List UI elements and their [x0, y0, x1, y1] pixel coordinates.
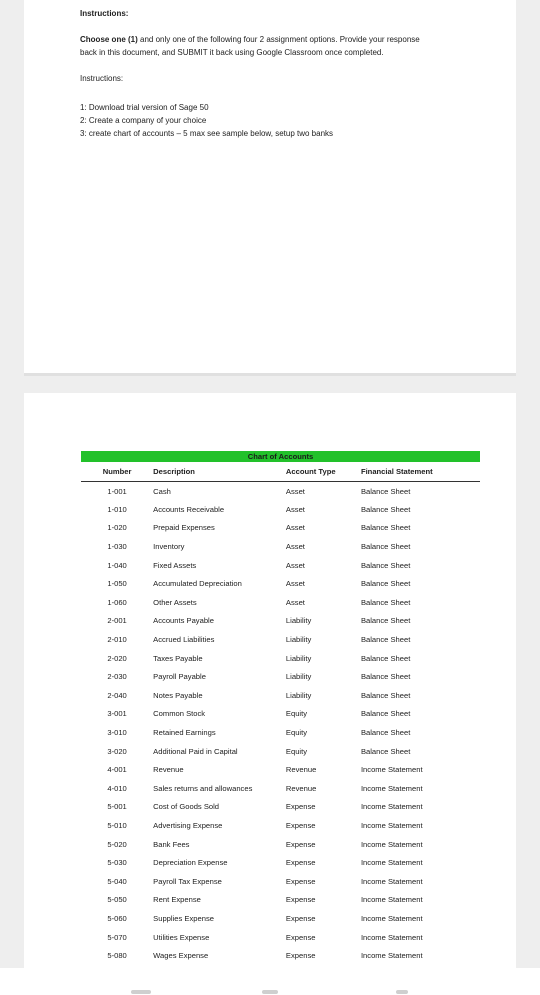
cell-description: Inventory: [153, 542, 185, 552]
table-row: [81, 482, 480, 501]
cell-account-type: Expense: [285, 913, 316, 923]
table-row: [81, 537, 480, 556]
choose-one-bold: Choose one (1): [80, 35, 138, 44]
cell-number: 5-070: [107, 932, 127, 942]
cell-account-type: Asset: [285, 597, 305, 607]
cell-account-type: Asset: [285, 542, 305, 552]
cell-description: Wages Expense: [153, 951, 209, 961]
cell-account-type: Expense: [285, 802, 316, 812]
table-row: [81, 928, 480, 947]
cell-financial-statement: Income Statement: [360, 820, 423, 830]
table-row: [81, 556, 480, 575]
cell-financial-statement: Income Statement: [360, 895, 423, 905]
table-row: [81, 816, 480, 835]
cell-financial-statement: Income Statement: [360, 858, 423, 868]
chart-of-accounts-table: [81, 451, 480, 965]
cell-description: Sales returns and allowances: [153, 783, 253, 793]
table-row: [81, 909, 480, 928]
cell-description: Fixed Assets: [153, 560, 197, 570]
cell-number: 2-030: [107, 672, 127, 682]
cell-number: 5-050: [107, 895, 127, 905]
table-row: [81, 723, 480, 742]
cell-financial-statement: Balance Sheet: [360, 542, 411, 552]
step-2: 2: Create a company of your choice: [80, 116, 207, 125]
cell-account-type: Expense: [285, 932, 316, 942]
document-page-1: [24, 0, 516, 373]
cell-financial-statement: Balance Sheet: [360, 579, 411, 589]
cell-number: 2-040: [107, 690, 127, 700]
cell-financial-statement: Income Statement: [360, 839, 423, 849]
choose-line-1: [80, 33, 420, 46]
cell-number: 3-010: [107, 728, 127, 738]
cell-description: Taxes Payable: [153, 653, 203, 663]
cell-account-type: Equity: [285, 709, 308, 719]
cell-description: Advertising Expense: [153, 820, 223, 830]
cell-description: Cost of Goods Sold: [153, 802, 220, 812]
cell-financial-statement: Balance Sheet: [360, 728, 411, 738]
table-row: [81, 500, 480, 519]
cell-financial-statement: Income Statement: [360, 932, 423, 942]
cell-number: 3-020: [107, 746, 127, 756]
cell-number: 5-080: [107, 951, 127, 961]
step-1: 1: Download trial version of Sage 50: [80, 103, 209, 112]
step-3: 3: create chart of accounts – 5 max see sample below, setup two banks: [80, 129, 334, 138]
instructions-label: Instructions:: [80, 74, 124, 83]
table-row: [81, 946, 480, 965]
document-page-2: [24, 393, 516, 968]
cell-financial-statement: Balance Sheet: [360, 616, 411, 626]
cell-number: 4-001: [107, 765, 127, 775]
cell-financial-statement: Balance Sheet: [360, 486, 411, 496]
choose-line-1-rest: and only one of the following four 2 assignment options. Provide your response: [137, 35, 420, 44]
table-row: [81, 667, 480, 686]
cell-number: 5-020: [107, 839, 127, 849]
table-body: [81, 482, 480, 965]
page-shadow: [24, 373, 516, 376]
cell-number: 5-060: [107, 913, 127, 923]
cell-number: 4-010: [107, 783, 127, 793]
back-button[interactable]: [396, 990, 408, 994]
cell-financial-statement: Income Statement: [360, 951, 423, 961]
table-row: [81, 630, 480, 649]
cell-financial-statement: Balance Sheet: [360, 672, 411, 682]
cell-description: Cash: [153, 486, 171, 496]
cell-account-type: Equity: [285, 746, 308, 756]
cell-account-type: Liability: [285, 653, 312, 663]
cell-financial-statement: Income Statement: [360, 783, 423, 793]
cell-financial-statement: Balance Sheet: [360, 709, 411, 719]
cell-account-type: Asset: [285, 560, 305, 570]
table-title: Chart of Accounts: [81, 451, 480, 462]
home-button[interactable]: [262, 990, 278, 994]
cell-account-type: Liability: [285, 690, 312, 700]
cell-description: Depreciation Expense: [153, 858, 228, 868]
cell-financial-statement: Balance Sheet: [360, 504, 411, 514]
cell-description: Accounts Payable: [153, 616, 214, 626]
cell-number: 1-060: [107, 597, 127, 607]
column-header-account-type: Account Type: [282, 462, 359, 482]
table-row: [81, 612, 480, 631]
cell-financial-statement: Balance Sheet: [360, 597, 411, 607]
cell-financial-statement: Income Statement: [360, 876, 423, 886]
column-header-description: Description: [153, 462, 282, 482]
cell-financial-statement: Income Statement: [360, 913, 423, 923]
cell-description: Payroll Tax Expense: [153, 876, 222, 886]
cell-account-type: Expense: [285, 839, 316, 849]
cell-financial-statement: Balance Sheet: [360, 690, 411, 700]
cell-financial-statement: Income Statement: [360, 802, 423, 812]
cell-description: Supplies Expense: [153, 913, 214, 923]
cell-financial-statement: Balance Sheet: [360, 560, 411, 570]
cell-number: 5-010: [107, 820, 127, 830]
column-header-number: Number: [81, 462, 153, 482]
cell-account-type: Expense: [285, 858, 316, 868]
table-row: [81, 835, 480, 854]
table-row: [81, 872, 480, 891]
cell-number: 5-001: [107, 802, 127, 812]
table-row: [81, 760, 480, 779]
table-row: [81, 779, 480, 798]
table-row: [81, 686, 480, 705]
cell-description: Prepaid Expenses: [153, 523, 215, 533]
cell-description: Accumulated Depreciation: [153, 579, 242, 589]
cell-number: 1-030: [107, 542, 127, 552]
cell-account-type: Expense: [285, 876, 316, 886]
cell-description: Notes Payable: [153, 690, 203, 700]
cell-account-type: Asset: [285, 504, 305, 514]
cell-number: 5-030: [107, 858, 127, 868]
cell-description: Revenue: [153, 765, 184, 775]
cell-description: Additional Paid in Capital: [153, 746, 238, 756]
recents-button[interactable]: [131, 990, 151, 994]
cell-description: Accrued Liabilities: [153, 635, 215, 645]
cell-description: Retained Earnings: [153, 728, 216, 738]
cell-financial-statement: Balance Sheet: [360, 653, 411, 663]
cell-financial-statement: Balance Sheet: [360, 523, 411, 533]
cell-account-type: Liability: [285, 672, 312, 682]
cell-description: Other Assets: [153, 597, 197, 607]
cell-description: Payroll Payable: [153, 672, 206, 682]
table-row: [81, 649, 480, 668]
cell-account-type: Expense: [285, 951, 316, 961]
cell-number: 1-050: [107, 579, 127, 589]
cell-financial-statement: Balance Sheet: [360, 746, 411, 756]
cell-number: 1-001: [107, 486, 127, 496]
table-row: [81, 519, 480, 538]
cell-account-type: Liability: [285, 616, 312, 626]
cell-financial-statement: Income Statement: [360, 765, 423, 775]
cell-account-type: Expense: [285, 895, 316, 905]
cell-description: Rent Expense: [153, 895, 201, 905]
cell-account-type: Revenue: [285, 783, 317, 793]
table-row: [81, 853, 480, 872]
cell-account-type: Asset: [285, 523, 305, 533]
cell-number: 1-040: [107, 560, 127, 570]
cell-description: Accounts Receivable: [153, 504, 225, 514]
cell-account-type: Liability: [285, 635, 312, 645]
android-navigation-bar: [0, 968, 540, 995]
cell-description: Bank Fees: [153, 839, 190, 849]
table-row: [81, 593, 480, 612]
cell-account-type: Equity: [285, 728, 308, 738]
table-row: [81, 798, 480, 817]
cell-account-type: Asset: [285, 486, 305, 496]
cell-number: 3-001: [107, 709, 127, 719]
table-row: [81, 705, 480, 724]
table-row: [81, 891, 480, 910]
cell-number: 2-010: [107, 635, 127, 645]
cell-account-type: Asset: [285, 579, 305, 589]
cell-account-type: Revenue: [285, 765, 317, 775]
cell-financial-statement: Balance Sheet: [360, 635, 411, 645]
table-row: [81, 742, 480, 761]
choose-line-2: back in this document, and SUBMIT it back using Google Classroom once completed.: [80, 48, 384, 57]
cell-account-type: Expense: [285, 820, 316, 830]
table-row: [81, 574, 480, 593]
cell-number: 5-040: [107, 876, 127, 886]
instructions-heading: Instructions:: [80, 9, 129, 18]
column-header-financial-statement: Financial Statement: [359, 462, 480, 482]
cell-number: 1-020: [107, 523, 127, 533]
cell-number: 1-010: [107, 504, 127, 514]
cell-number: 2-020: [107, 653, 127, 663]
cell-description: Common Stock: [153, 709, 206, 719]
cell-description: Utilities Expense: [153, 932, 210, 942]
cell-number: 2-001: [107, 616, 127, 626]
